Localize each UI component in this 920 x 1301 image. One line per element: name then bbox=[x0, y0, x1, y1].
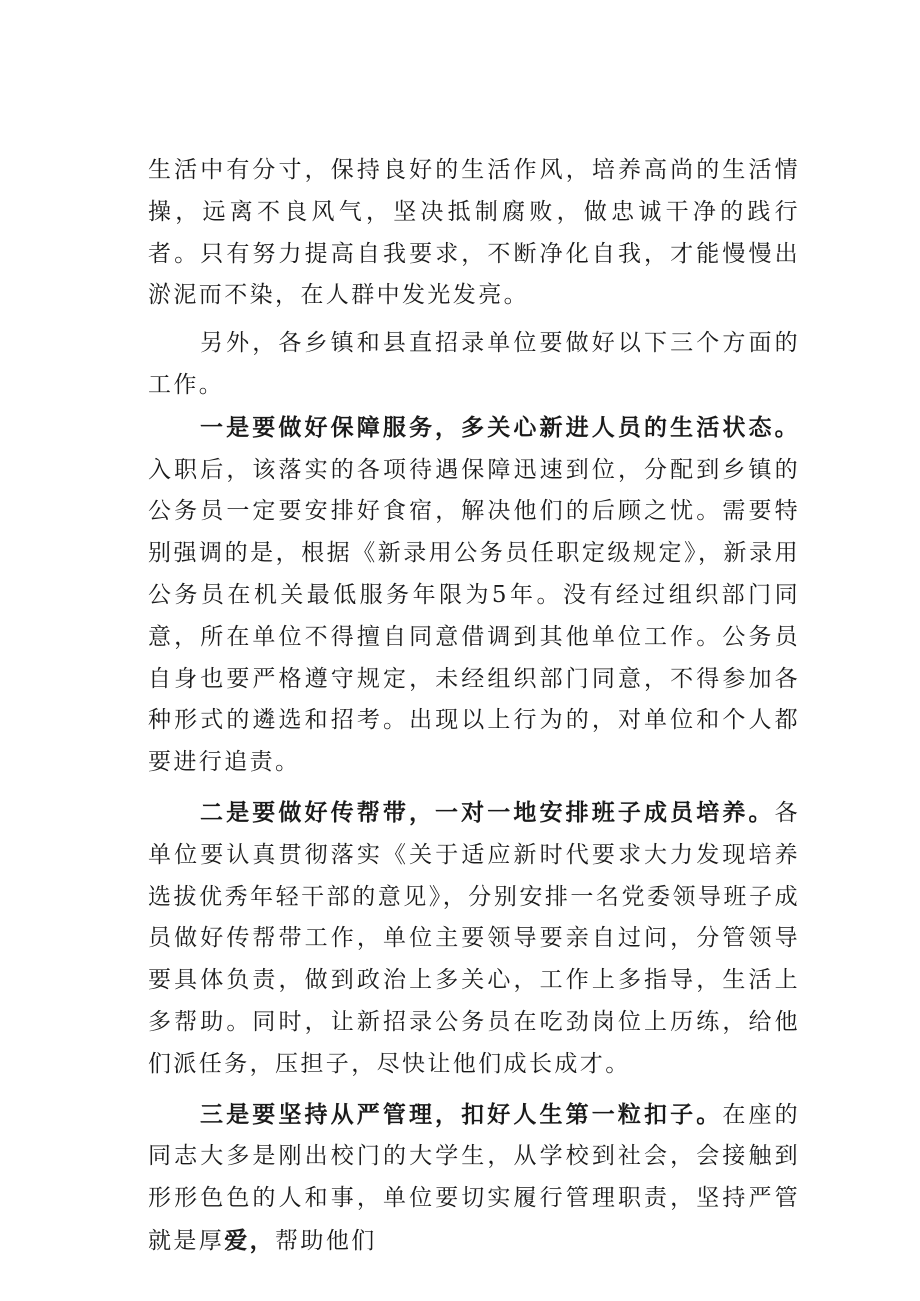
paragraph-text: 入职后，该落实的各项待遇保障迅速到位，分配到乡镇的公务员一定要安排好食宿，解决他们的后顾之忧。需要特别强调的是，根据《新录用公务员任职定级规定》，新录用公务员在机关最低服务年限为5年。没有经过组织部门同意，所在单位不得擅自同意借调到其他单位工作。公务员自身也要严格遵守规定，未经组织部门同意，不得参加各种形式的遴选和招考。出现以上行为的，对单位和个人都要进行追责。 bbox=[148, 456, 800, 776]
paragraph-text: 各单位要认真贯彻落实《关于适应新时代要求大力发现培养选拔优秀年轻干部的意见》，分别安排一名党委领导班子成员做好传帮带工作，单位主要领导要亲自过问，分管领导要具体负责，做到政治上多关心，工作上多指导，生活上多帮助。同时，让新招录公务员在吃劲岗位上历练，给他们派任务，压担子，尽快让他们成长成才。 bbox=[148, 799, 800, 1077]
paragraph-lead-heading: 二是要做好传帮带，一对一地安排班子成员培养。 bbox=[200, 798, 775, 826]
paragraph-text: 另外，各乡镇和县直招录单位要做好以下三个方面的工作。 bbox=[148, 330, 800, 398]
paragraph-lead-heading: 三是要坚持从严管理，扣好人生第一粒扣子。 bbox=[200, 1100, 723, 1128]
paragraph-point-two bbox=[148, 792, 800, 1086]
paragraph-point-one bbox=[148, 407, 800, 784]
paragraph-lead-heading: 一是要做好保障服务，多关心新进人员的生活状态。 bbox=[200, 413, 800, 441]
paragraph-intro bbox=[148, 323, 800, 407]
document-page bbox=[148, 150, 800, 1263]
paragraph-bold-word: 爱， bbox=[224, 1226, 276, 1254]
paragraph-tail-text: 帮助他们 bbox=[275, 1227, 377, 1254]
paragraph-text: 生活中有分寸，保持良好的生活作风，培养高尚的生活情操，远离不良风气，坚决抵制腐败，做忠诚干净的践行者。只有努力提高自我要求，不断净化自我，才能慢慢出淤泥而不染，在人群中发光发亮。 bbox=[148, 157, 800, 309]
paragraph-text: 在座的同志大多是刚出校门的大学生，从学校到社会，会接触到形形色色的人和事，单位要切实履行管理职责，坚持严管就是厚 bbox=[148, 1101, 801, 1254]
paragraph-point-three bbox=[148, 1094, 800, 1263]
paragraph-continuation bbox=[148, 150, 800, 317]
